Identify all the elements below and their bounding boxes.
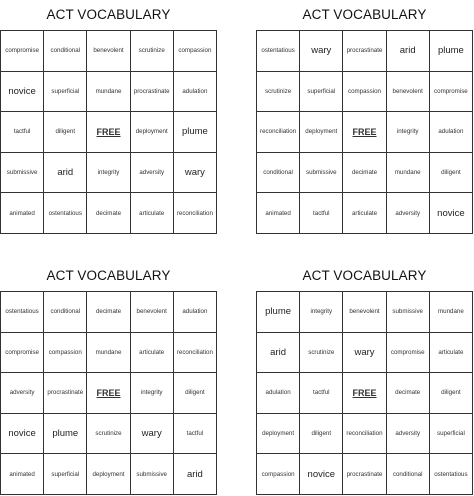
bingo-card-2 xyxy=(256,0,473,234)
word-cell: plume xyxy=(257,292,300,333)
word-cell: diligent xyxy=(430,153,473,194)
word-cell: adulation xyxy=(174,292,217,333)
free-space-cell: FREE xyxy=(343,373,386,414)
word-cell: reconciliation xyxy=(174,333,217,374)
bingo-grid xyxy=(256,291,473,495)
word-cell: integrity xyxy=(87,153,130,194)
word-cell: procrastinate xyxy=(131,72,174,113)
word-cell: ostentatious xyxy=(430,454,473,495)
bingo-card-4 xyxy=(256,261,473,495)
word-cell: decimate xyxy=(87,193,130,234)
word-cell: novice xyxy=(430,193,473,234)
word-cell: arid xyxy=(387,31,430,72)
word-cell: adulation xyxy=(430,112,473,153)
word-cell: scrutinize xyxy=(300,333,343,374)
card-title: ACT VOCABULARY xyxy=(302,268,427,283)
word-cell: scrutinize xyxy=(257,72,300,113)
card-title: ACT VOCABULARY xyxy=(46,268,171,283)
word-cell: adversity xyxy=(387,414,430,455)
word-cell: deployment xyxy=(257,414,300,455)
word-cell: wary xyxy=(300,31,343,72)
word-cell: wary xyxy=(174,153,217,194)
bingo-grid xyxy=(0,30,217,234)
word-cell: conditional xyxy=(257,153,300,194)
word-cell: reconciliation xyxy=(343,414,386,455)
word-cell: conditional xyxy=(44,31,87,72)
word-cell: wary xyxy=(343,333,386,374)
word-cell: integrity xyxy=(387,112,430,153)
word-cell: deployment xyxy=(131,112,174,153)
word-cell: novice xyxy=(1,414,44,455)
word-cell: superficial xyxy=(300,72,343,113)
word-cell: articulate xyxy=(131,333,174,374)
word-cell: novice xyxy=(1,72,44,113)
word-cell: tactful xyxy=(300,193,343,234)
word-cell: compromise xyxy=(1,333,44,374)
word-cell: ostentatious xyxy=(1,292,44,333)
word-cell: animated xyxy=(1,454,44,495)
word-cell: conditional xyxy=(387,454,430,495)
word-cell: superficial xyxy=(44,454,87,495)
word-cell: arid xyxy=(257,333,300,374)
word-cell: arid xyxy=(44,153,87,194)
word-cell: animated xyxy=(257,193,300,234)
word-cell: tactful xyxy=(174,414,217,455)
word-cell: conditional xyxy=(44,292,87,333)
word-cell: novice xyxy=(300,454,343,495)
word-cell: adversity xyxy=(387,193,430,234)
word-cell: procrastinate xyxy=(44,373,87,414)
word-cell: articulate xyxy=(343,193,386,234)
word-cell: ostentatious xyxy=(257,31,300,72)
word-cell: compromise xyxy=(387,333,430,374)
word-cell: decimate xyxy=(87,292,130,333)
bingo-card-3 xyxy=(0,261,217,495)
card-title: ACT VOCABULARY xyxy=(46,7,171,22)
word-cell: diligent xyxy=(174,373,217,414)
word-cell: wary xyxy=(131,414,174,455)
word-cell: integrity xyxy=(131,373,174,414)
word-cell: adversity xyxy=(1,373,44,414)
word-cell: reconciliation xyxy=(174,193,217,234)
word-cell: ostentatious xyxy=(44,193,87,234)
word-cell: adulation xyxy=(257,373,300,414)
word-cell: compromise xyxy=(1,31,44,72)
word-cell: mundane xyxy=(430,292,473,333)
word-cell: submissive xyxy=(387,292,430,333)
word-cell: compassion xyxy=(174,31,217,72)
word-cell: mundane xyxy=(87,72,130,113)
word-cell: benevolent xyxy=(131,292,174,333)
free-space-cell: FREE xyxy=(343,112,386,153)
word-cell: diligent xyxy=(300,414,343,455)
word-cell: compassion xyxy=(44,333,87,374)
card-title: ACT VOCABULARY xyxy=(302,7,427,22)
word-cell: compassion xyxy=(343,72,386,113)
bingo-grid xyxy=(0,291,217,495)
free-space-cell: FREE xyxy=(87,373,130,414)
word-cell: procrastinate xyxy=(343,31,386,72)
word-cell: submissive xyxy=(1,153,44,194)
word-cell: benevolent xyxy=(343,292,386,333)
word-cell: deployment xyxy=(87,454,130,495)
word-cell: articulate xyxy=(430,333,473,374)
word-cell: diligent xyxy=(430,373,473,414)
word-cell: submissive xyxy=(131,454,174,495)
word-cell: arid xyxy=(174,454,217,495)
word-cell: superficial xyxy=(44,72,87,113)
word-cell: submissive xyxy=(300,153,343,194)
word-cell: mundane xyxy=(87,333,130,374)
word-cell: mundane xyxy=(387,153,430,194)
word-cell: plume xyxy=(44,414,87,455)
word-cell: decimate xyxy=(387,373,430,414)
word-cell: adulation xyxy=(174,72,217,113)
word-cell: tactful xyxy=(1,112,44,153)
word-cell: compromise xyxy=(430,72,473,113)
word-cell: deployment xyxy=(300,112,343,153)
word-cell: tactful xyxy=(300,373,343,414)
word-cell: diligent xyxy=(44,112,87,153)
bingo-card-1 xyxy=(0,0,217,234)
word-cell: integrity xyxy=(300,292,343,333)
word-cell: decimate xyxy=(343,153,386,194)
word-cell: adversity xyxy=(131,153,174,194)
bingo-grid xyxy=(256,30,473,234)
word-cell: scrutinize xyxy=(87,414,130,455)
free-space-cell: FREE xyxy=(87,112,130,153)
word-cell: reconciliation xyxy=(257,112,300,153)
word-cell: compassion xyxy=(257,454,300,495)
word-cell: benevolent xyxy=(87,31,130,72)
word-cell: animated xyxy=(1,193,44,234)
word-cell: articulate xyxy=(131,193,174,234)
word-cell: plume xyxy=(430,31,473,72)
word-cell: scrutinize xyxy=(131,31,174,72)
word-cell: plume xyxy=(174,112,217,153)
word-cell: benevolent xyxy=(387,72,430,113)
word-cell: superficial xyxy=(430,414,473,455)
word-cell: procrastinate xyxy=(343,454,386,495)
